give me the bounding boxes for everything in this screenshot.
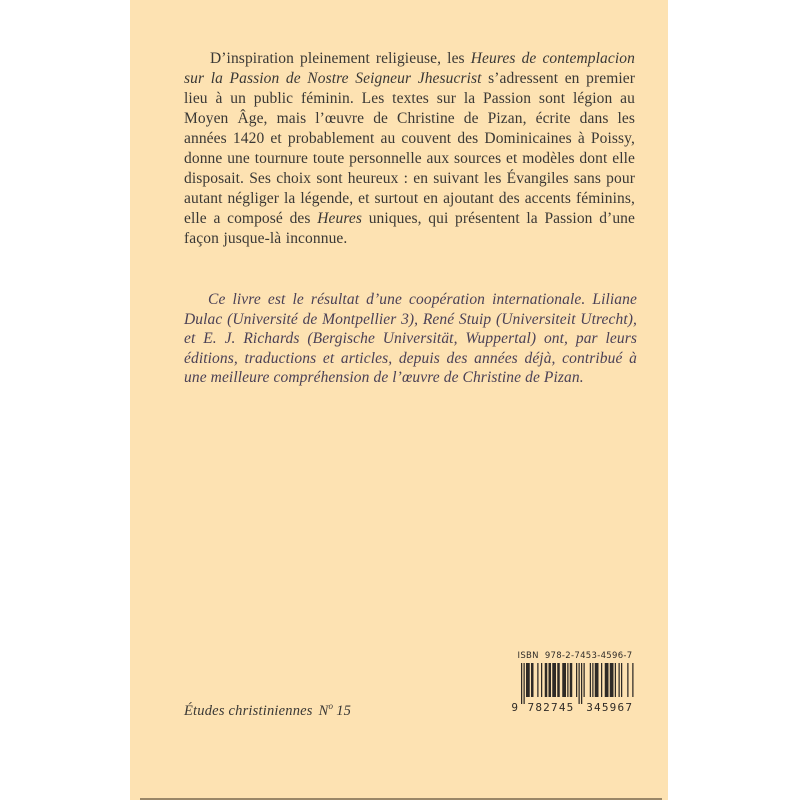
synopsis-text-run: s’adressent en premier lieu à un public féminin. Les textes sur la Passion sont légion au Moyen Âge, mais l’œuvre de Christine de Pizan, écrite dans les années 1420 et probablement au couvent des Dominicaines à Poissy, donne une tournure toute personnelle aux sources et modèles dont elle disposait. Ses choix sont heureux : en suivant les Évangiles sans pour autant négliger la légende, et surtout en ajoutant des accents féminins, elle a composé des xyxy=(184,70,636,227)
barcode-block xyxy=(510,651,640,712)
synopsis-text-run: uniques, qui présentent la Passion d’une façon jusque-là inconnue. xyxy=(184,210,635,247)
synopsis-italic-run: Heures de contemplacion sur la Passion de Nostre Seigneur Jhesucrist xyxy=(184,50,635,87)
collection-number-prefix: N xyxy=(318,703,329,719)
synopsis-italic-run: Heures xyxy=(317,210,363,227)
book-back-cover xyxy=(130,0,668,800)
ean13-barcode xyxy=(510,663,640,712)
ean-digits: 782745 xyxy=(527,701,575,712)
collection-number-ordinal: o xyxy=(328,701,334,711)
isbn-line xyxy=(510,651,640,661)
ean-digits: 345967 xyxy=(586,701,634,712)
isbn-number: 978-2-7453-4596-7 xyxy=(544,651,633,661)
synopsis-text-run: D’inspiration pleinement religieuse, les xyxy=(210,50,471,67)
ean-digits: 9 xyxy=(511,701,518,712)
collection-number: 15 xyxy=(336,703,352,719)
collection-name: Études christiniennes xyxy=(184,703,313,719)
collection-imprint xyxy=(184,701,351,720)
credits-paragraph: Ce livre est le résultat d’une coopération internationale. Liliane Dulac (Université de Montpellier 3), René Stuip (Universiteit Utrecht), et E. J. Richards (Bergische Universität, Wuppertal) ont, par leurs éditions, traductions et articles, depuis des années déjà, contribué à une meilleure compréhension de l’œuvre de Christine de Pizan. xyxy=(184,291,637,386)
synopsis-paragraph xyxy=(184,49,635,249)
isbn-label: ISBN xyxy=(517,651,539,661)
